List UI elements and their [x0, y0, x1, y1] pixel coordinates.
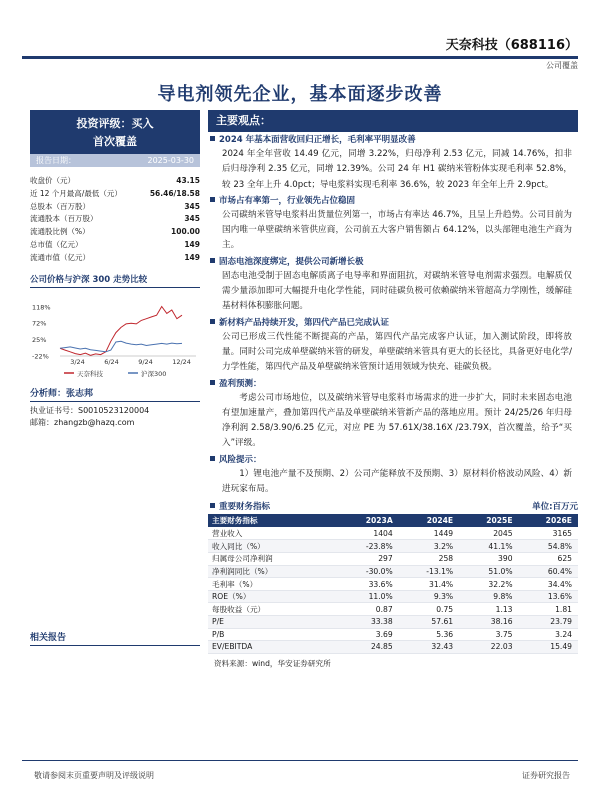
financial-unit: 单位:百万元 [532, 502, 578, 513]
metric-label: 总市值（亿元） [30, 239, 83, 249]
table-cell: 258 [399, 553, 459, 566]
section-paragraph: 公司已形成三代性能不断提高的产品，第四代产品完成客户认证，加入测试阶段，即将放量。同时公司完成单壁碳纳米管的研发，单壁碳纳米管具有更大的长径比，具备更好电化学/力学性能，第四代产品及单壁碳纳米管预计适用领域为快充、硅碳负极。 [222, 331, 572, 373]
table-cell: 32.2% [459, 578, 518, 591]
table-cell: 38.16 [459, 616, 518, 629]
metric-value: 149 [184, 252, 200, 262]
table-cell: 60.4% [519, 565, 578, 578]
metric-label: 流通股比例（%） [30, 227, 90, 237]
footer-disclaimer: 敬请参阅末页重要声明及评级说明 [34, 771, 154, 780]
bullet-square-icon [210, 258, 215, 263]
table-cell: 5.36 [399, 628, 459, 641]
table-cell: 0.75 [399, 603, 459, 616]
table-cell: 22.03 [459, 641, 518, 654]
table-header: 主要财务指标 [208, 514, 338, 527]
x-tick-label: 9/24 [138, 357, 153, 366]
table-row-label: P/B [208, 628, 338, 641]
table-cell: -23.8% [338, 540, 399, 553]
section-forecast [208, 378, 578, 452]
table-cell: 297 [338, 553, 399, 566]
table-cell: 9.3% [399, 590, 459, 603]
table-cell: 11.0% [338, 590, 399, 603]
metric-row [30, 226, 200, 239]
section-heading-text: 新材料产品持续开发，第四代产品已完成认证 [219, 317, 390, 328]
table-cell: 3.2% [399, 540, 459, 553]
table-cell: 3165 [519, 527, 578, 540]
section-new-materials [208, 317, 578, 376]
section-heading [208, 256, 578, 269]
report-date-label: 报告日期： [36, 156, 76, 165]
coverage-tag: 公司覆盖 [546, 61, 578, 70]
header-rule [22, 56, 578, 59]
coverage-text: 首次覆盖 [93, 135, 137, 148]
table-cell: 3.24 [519, 628, 578, 641]
table-cell: 15.49 [519, 641, 578, 654]
section-revenue [208, 134, 578, 193]
y-tick-label: 72% [32, 319, 47, 328]
table-row [208, 527, 578, 540]
table-row-label: 净利润同比（%） [208, 565, 338, 578]
data-source: 资料来源：wind，华安证券研究所 [214, 658, 331, 668]
report-date-value: 2025-03-30 [147, 156, 194, 165]
table-cell: 41.1% [459, 540, 518, 553]
section-heading-text: 风险提示： [219, 454, 262, 465]
table-cell: 32.43 [399, 641, 459, 654]
main-content [208, 110, 578, 669]
y-tick-label: -22% [32, 352, 49, 361]
table-row-label: EV/EBITDA [208, 641, 338, 654]
x-tick-label: 6/24 [104, 357, 119, 366]
metric-value: 100.00 [171, 227, 200, 237]
section-heading [208, 195, 578, 208]
table-cell: 23.79 [519, 616, 578, 629]
bullet-square-icon [210, 456, 215, 461]
financial-title-text: 重要财务指标 [219, 502, 271, 513]
footer-label: 证券研究报告 [522, 771, 570, 780]
table-row [208, 578, 578, 591]
table-header: 2023A [338, 514, 399, 527]
table-header: 2024E [399, 514, 459, 527]
section-paragraph: 考虑公司市场地位，以及碳纳米管导电浆料市场需求的进一步扩大，同时未来固态电池有望加速量产，叠加第四代产品及单壁碳纳米管新产品的落地应用。预计 24/25/26 年归母净利润 2.58/3.90/6.25 亿元，对应 PE 为 57.61X/38.16X /23.79X，首次覆盖，给予“买入”评级。 [222, 392, 572, 449]
metric-row [30, 201, 200, 214]
bullet-square-icon [210, 380, 215, 385]
table-cell: 33.38 [338, 616, 399, 629]
bullet-square-icon [210, 136, 215, 141]
table-cell: 34.4% [519, 578, 578, 591]
table-row-label: 营业收入 [208, 527, 338, 540]
price-chart [30, 292, 200, 380]
metric-value: 43.15 [176, 176, 200, 185]
metric-value: 345 [184, 201, 200, 211]
table-cell: 13.6% [519, 590, 578, 603]
x-tick-label: 3/24 [70, 357, 85, 366]
table-cell: 33.6% [338, 578, 399, 591]
metric-row [30, 213, 200, 226]
table-cell: 54.8% [519, 540, 578, 553]
analyst-email[interactable]: 邮箱：zhangzb@hazq.com [30, 417, 135, 427]
table-row [208, 628, 578, 641]
table-cell: 3.75 [459, 628, 518, 641]
legend-label: 天奈科技 [77, 369, 103, 378]
section-market-share [208, 195, 578, 254]
footer-rule [22, 760, 578, 761]
table-cell: 3.69 [338, 628, 399, 641]
table-row-label: ROE（%） [208, 590, 338, 603]
main-views-title: 主要观点： [208, 110, 578, 132]
table-cell: 1.81 [519, 603, 578, 616]
table-row-label: P/E [208, 616, 338, 629]
financial-header [208, 501, 578, 514]
table-row [208, 641, 578, 654]
table-row [208, 553, 578, 566]
stock-metrics [30, 175, 200, 265]
table-row-label: 归属母公司净利润 [208, 553, 338, 566]
table-cell: 1.13 [459, 603, 518, 616]
section-heading-text: 2024 年基本面营收回归正增长，毛利率平明显改善 [219, 135, 416, 145]
section-heading [208, 378, 578, 391]
metric-value: 149 [184, 239, 200, 249]
metric-label: 流通市值（亿元） [30, 252, 90, 262]
table-cell: 390 [459, 553, 518, 566]
section-heading [208, 317, 578, 330]
table-row [208, 590, 578, 603]
section-paragraph: 1）锂电池产量不及预期、2）公司产能释放不及预期、3）原材料价格波动风险、4）新进玩家布局。 [222, 468, 572, 495]
table-cell: 1404 [338, 527, 399, 540]
bullet-square-icon [210, 503, 215, 508]
metric-row [30, 175, 200, 188]
price-chart-svg [30, 292, 200, 380]
section-heading-text: 固态电池深度绑定，提供公司新增长极 [219, 256, 364, 267]
bullet-square-icon [210, 319, 215, 324]
metric-row [30, 188, 200, 201]
table-cell: 51.0% [459, 565, 518, 578]
table-header: 2026E [519, 514, 578, 527]
metric-row [30, 239, 200, 252]
section-risk [208, 454, 578, 498]
rating-text: 投资评级：买入 [76, 117, 154, 130]
y-tick-label: 25% [32, 335, 47, 344]
table-cell: 57.61 [399, 616, 459, 629]
report-title: 导电剂领先企业，基本面逐步改善 [157, 84, 443, 105]
table-row [208, 540, 578, 553]
table-row-label: 毛利率（%） [208, 578, 338, 591]
table-row [208, 616, 578, 629]
table-row [208, 565, 578, 578]
series-line-index [60, 341, 182, 352]
y-tick-label: 118% [32, 303, 51, 312]
section-paragraph: 公司碳纳米管导电浆料出货量位列第一，市场占有率达 46.7%，且呈上升趋势。公司目前为国内唯一单壁碳纳米管供应商，公司前五大客户销售额占 64.12%，以头部锂电池生产商为主。 [222, 209, 572, 251]
table-cell: 24.85 [338, 641, 399, 654]
table-row [208, 603, 578, 616]
section-heading [208, 134, 578, 147]
legend-label: 沪深300 [141, 369, 167, 378]
left-sidebar [30, 110, 200, 429]
table-cell: 1449 [399, 527, 459, 540]
analyst-title: 分析师：张志邦 [30, 386, 200, 402]
metric-row [30, 252, 200, 265]
table-cell: 9.8% [459, 590, 518, 603]
analyst-cert: 执业证书号：S0010523120004 [30, 405, 150, 415]
table-header-row [208, 514, 578, 527]
section-heading-text: 市场占有率第一，行业领先占位稳固 [219, 195, 356, 206]
financial-table [208, 514, 578, 653]
table-cell: 31.4% [399, 578, 459, 591]
metric-value: 56.46/18.58 [149, 188, 200, 198]
metric-label: 流通股本（百万股） [30, 214, 98, 224]
table-cell: 625 [519, 553, 578, 566]
rating-box [30, 110, 200, 154]
company-brand: 天奈科技（688116） [445, 38, 578, 53]
series-line-company [60, 306, 182, 355]
report-date [30, 154, 200, 167]
metric-label: 总股本（百万股） [30, 201, 90, 211]
section-solid-state [208, 256, 578, 315]
metric-value: 345 [184, 214, 200, 224]
table-cell: 2045 [459, 527, 518, 540]
section-paragraph: 2024 年全年营收 14.49 亿元，同增 3.22%，归母净利 2.53 亿元，同减 14.76%，扣非后归母净利 2.35 亿元，同增 12.39%。公司 24 年 H1 碳纳米管粉体实现毛利率 52.8%，较 23 全年上升 4.0pct；导电浆料实现毛利率 36.6%，较 2023 年全年上升 2.9pct。 [222, 149, 572, 190]
table-row-label: 收入同比（%） [208, 540, 338, 553]
x-tick-label: 12/24 [172, 357, 191, 366]
metric-label: 近 12 个月最高/最低（元） [30, 188, 122, 198]
chart-title: 公司价格与沪深 300 走势比较 [30, 273, 200, 288]
table-cell: -30.0% [338, 565, 399, 578]
table-header: 2025E [459, 514, 518, 527]
table-row-label: 每股收益（元） [208, 603, 338, 616]
section-heading [208, 454, 578, 467]
table-cell: 0.87 [338, 603, 399, 616]
table-cell: -13.1% [399, 565, 459, 578]
metric-label: 收盘价（元） [30, 176, 75, 185]
section-paragraph: 固态电池受制于固态电解质离子电导率和界面阻抗，对碳纳米管导电剂需求强烈。电解质仅需少量添加即可大幅提升电化学性能，同时硅碳负极可依赖碳纳米管超高力学刚性，缓解硅基材料体积膨胀问题。 [222, 270, 572, 312]
section-heading-text: 盈利预测： [219, 378, 262, 389]
financial-title [208, 501, 270, 514]
bullet-square-icon [210, 197, 215, 202]
related-reports-title: 相关报告 [30, 630, 200, 646]
